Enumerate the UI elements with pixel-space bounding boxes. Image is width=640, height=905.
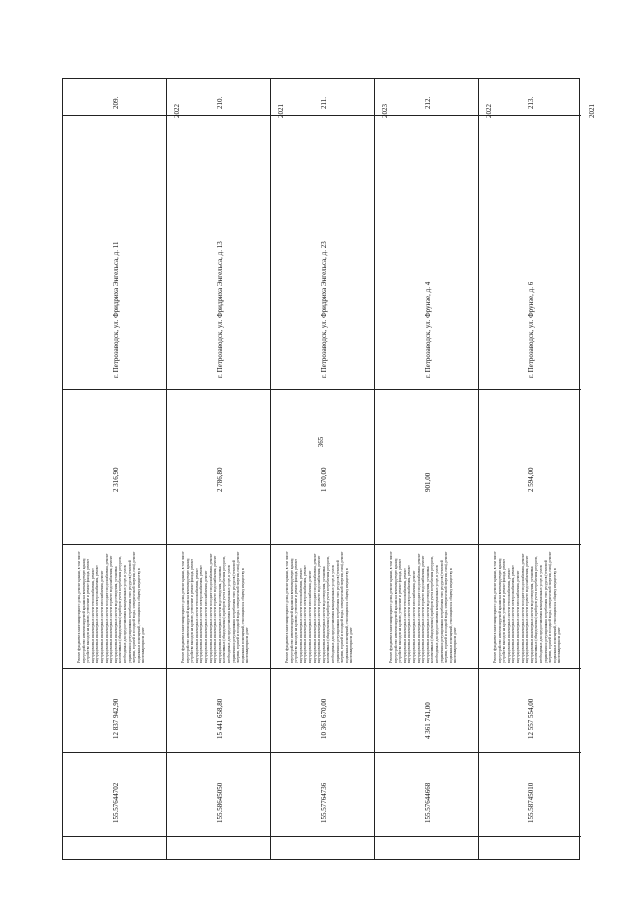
cell-year [479,836,581,861]
cell-year [271,836,374,861]
row-year: 2021 [588,104,596,118]
cell-address [167,115,270,389]
row-cost: 12 557 554,00 [527,698,535,739]
cell-area [271,389,374,544]
row-year: 2023 [381,104,389,118]
row-number: 211. [320,97,328,109]
cell-area [63,389,166,544]
row-address: г. Петрозаводск, ул. Фрунзе, д. 6 [527,281,535,378]
cell-cost [271,668,374,752]
cell-number [479,79,581,115]
row-area: 2 786,80 [216,467,224,492]
cell-area [479,389,581,544]
row-description: Ремонт фундамента многоквартирного дома, ремонт крыши, в том числе переустройство невентилируемой крыши на вентилируемую крышу, устройство выходов на кровлю, утепление и ремонт фасада, ремонт внутридомовых инженерных систем теплоснабжения, ремонт внутридомовых инженерных систем электроснабжения, ремонт внутридомовых инженерных систем газоснабжения, ремонт внутридомовых инженерных систем холодного водоснабжения, ремонт внутридомовых инженерных систем горячего водоснабжения, ремонт внутридомовых инженерных систем водоотведения, установка коллективных (общедомовых) приборов учета потребления ресурсов, необходимых для предоставления коммунальных услуг, и узлов управления и регулирования потребления этих ресурсов (тепловой энергии, горячей и холодной воды, электрической энергии, газа), ремонт подвальных помещений, относящихся к общему имуществу в многоквартирном доме [285,551,354,663]
row-year: 2021 [277,104,285,118]
row-cost: 10 361 670,00 [320,698,328,739]
cell-address [479,115,581,389]
cell-area [167,389,270,544]
cell-year [167,836,270,861]
row-address: г. Петрозаводск, ул. Фридриха Энгельса, д. 23 [320,241,328,378]
row-year: 2022 [173,104,181,118]
row-number: 210. [216,96,224,109]
cell-area [375,389,478,544]
cell-address [271,115,374,389]
row-description: Ремонт фундамента многоквартирного дома, ремонт крыши, в том числе переустройство невентилируемой крыши на вентилируемую крышу, устройство выходов на кровлю, утепление и ремонт фасада, ремонт внутридомовых инженерных систем теплоснабжения, ремонт внутридомовых инженерных систем электроснабжения, ремонт внутридомовых инженерных систем газоснабжения, ремонт внутридомовых инженерных систем холодного водоснабжения, ремонт внутридомовых инженерных систем горячего водоснабжения, ремонт внутридомовых инженерных систем водоотведения, установка коллективных (общедомовых) приборов учета потребления ресурсов, необходимых для предоставления коммунальных услуг, и узлов управления и регулирования потребления этих ресурсов (тепловой энергии, горячей и холодной воды, электрической энергии, газа), ремонт подвальных помещений, относящихся к общему имуществу в многоквартирном доме [181,551,250,663]
row-number: 213. [527,96,535,109]
capital-repair-table [62,78,580,860]
row-cost: 4 361 741,00 [424,702,432,739]
cell-code [63,752,166,836]
row-code: 155.57764736 [320,782,328,823]
cell-address [375,115,478,389]
row-code: 155.57644668 [424,782,432,823]
row-year: 2022 [485,104,493,118]
row-code: 155.58645050 [216,782,224,823]
cell-number [167,79,270,115]
table-row [375,79,479,859]
row-area: 901,00 [424,472,432,492]
cell-description [479,544,581,668]
page-number: 365 [317,436,325,448]
row-code: 155.58745010 [527,782,535,823]
cell-cost [167,668,270,752]
cell-code [271,752,374,836]
cell-cost [479,668,581,752]
row-description: Ремонт фундамента многоквартирного дома, ремонт крыши, в том числе переустройство невентилируемой крыши на вентилируемую крышу, устройство выходов на кровлю, утепление и ремонт фасада, ремонт внутридомовых инженерных систем теплоснабжения, ремонт внутридомовых инженерных систем электроснабжения, ремонт внутридомовых инженерных систем газоснабжения, ремонт внутридомовых инженерных систем холодного водоснабжения, ремонт внутридомовых инженерных систем горячего водоснабжения, ремонт внутридомовых инженерных систем водоотведения, установка коллективных (общедомовых) приборов учета потребления ресурсов, необходимых для предоставления коммунальных услуг, и узлов управления и регулирования потребления этих ресурсов (тепловой энергии, горячей и холодной воды, электрической энергии, газа), ремонт подвальных помещений, относящихся к общему имуществу в многоквартирном доме [389,551,458,663]
cell-year [63,836,166,861]
row-cost: 12 837 942,90 [112,698,120,739]
cell-code [167,752,270,836]
table-row [271,79,375,859]
cell-description [167,544,270,668]
row-number: 209. [112,96,120,109]
row-number: 212. [424,96,432,109]
row-description: Ремонт фундамента многоквартирного дома, ремонт крыши, в том числе переустройство невентилируемой крыши на вентилируемую крышу, устройство выходов на кровлю, утепление и ремонт фасада, ремонт внутридомовых инженерных систем теплоснабжения, ремонт внутридомовых инженерных систем электроснабжения, ремонт внутридомовых инженерных систем газоснабжения, ремонт внутридомовых инженерных систем холодного водоснабжения, ремонт внутридомовых инженерных систем горячего водоснабжения, ремонт внутридомовых инженерных систем водоотведения, установка коллективных (общедомовых) приборов учета потребления ресурсов, необходимых для предоставления коммунальных услуг, и узлов управления и регулирования потребления этих ресурсов (тепловой энергии, горячей и холодной воды, электрической энергии, газа), ремонт подвальных помещений, относящихся к общему имуществу в многоквартирном доме [493,551,562,663]
cell-description [271,544,374,668]
row-area: 1 870,00 [320,467,328,492]
row-cost: 15 441 658,80 [216,698,224,739]
cell-description [375,544,478,668]
table-row [63,79,167,859]
row-code: 155.57644702 [112,782,120,823]
cell-address [63,115,166,389]
cell-number [271,79,374,115]
cell-cost [375,668,478,752]
row-address: г. Петрозаводск, ул. Фридриха Энгельса, д. 13 [216,241,224,378]
row-description: Ремонт фундамента многоквартирного дома, ремонт крыши, в том числе переустройство невентилируемой крыши на вентилируемую крышу, устройство выходов на кровлю, утепление и ремонт фасада, ремонт внутридомовых инженерных систем теплоснабжения, ремонт внутридомовых инженерных систем электроснабжения, ремонт внутридомовых инженерных систем газоснабжения, ремонт внутридомовых инженерных систем холодного водоснабжения, ремонт внутридомовых инженерных систем горячего водоснабжения, ремонт внутридомовых инженерных систем водоотведения, установка коллективных (общедомовых) приборов учета потребления ресурсов, необходимых для предоставления коммунальных услуг, и узлов управления и регулирования потребления этих ресурсов (тепловой энергии, горячей и холодной воды, электрической энергии, газа), ремонт подвальных помещений, относящихся к общему имуществу в многоквартирном доме [77,551,146,663]
cell-cost [63,668,166,752]
row-area: 2 316,90 [112,467,120,492]
row-area: 2 594,00 [527,467,535,492]
table-row [167,79,271,859]
cell-year [375,836,478,861]
row-address: г. Петрозаводск, ул. Фрунзе, д. 4 [424,281,432,378]
cell-description [63,544,166,668]
table-row [479,79,581,859]
cell-number [375,79,478,115]
row-address: г. Петрозаводск, ул. Фридриха Энгельса, д. 11 [112,241,120,378]
cell-number [63,79,166,115]
cell-code [479,752,581,836]
cell-code [375,752,478,836]
